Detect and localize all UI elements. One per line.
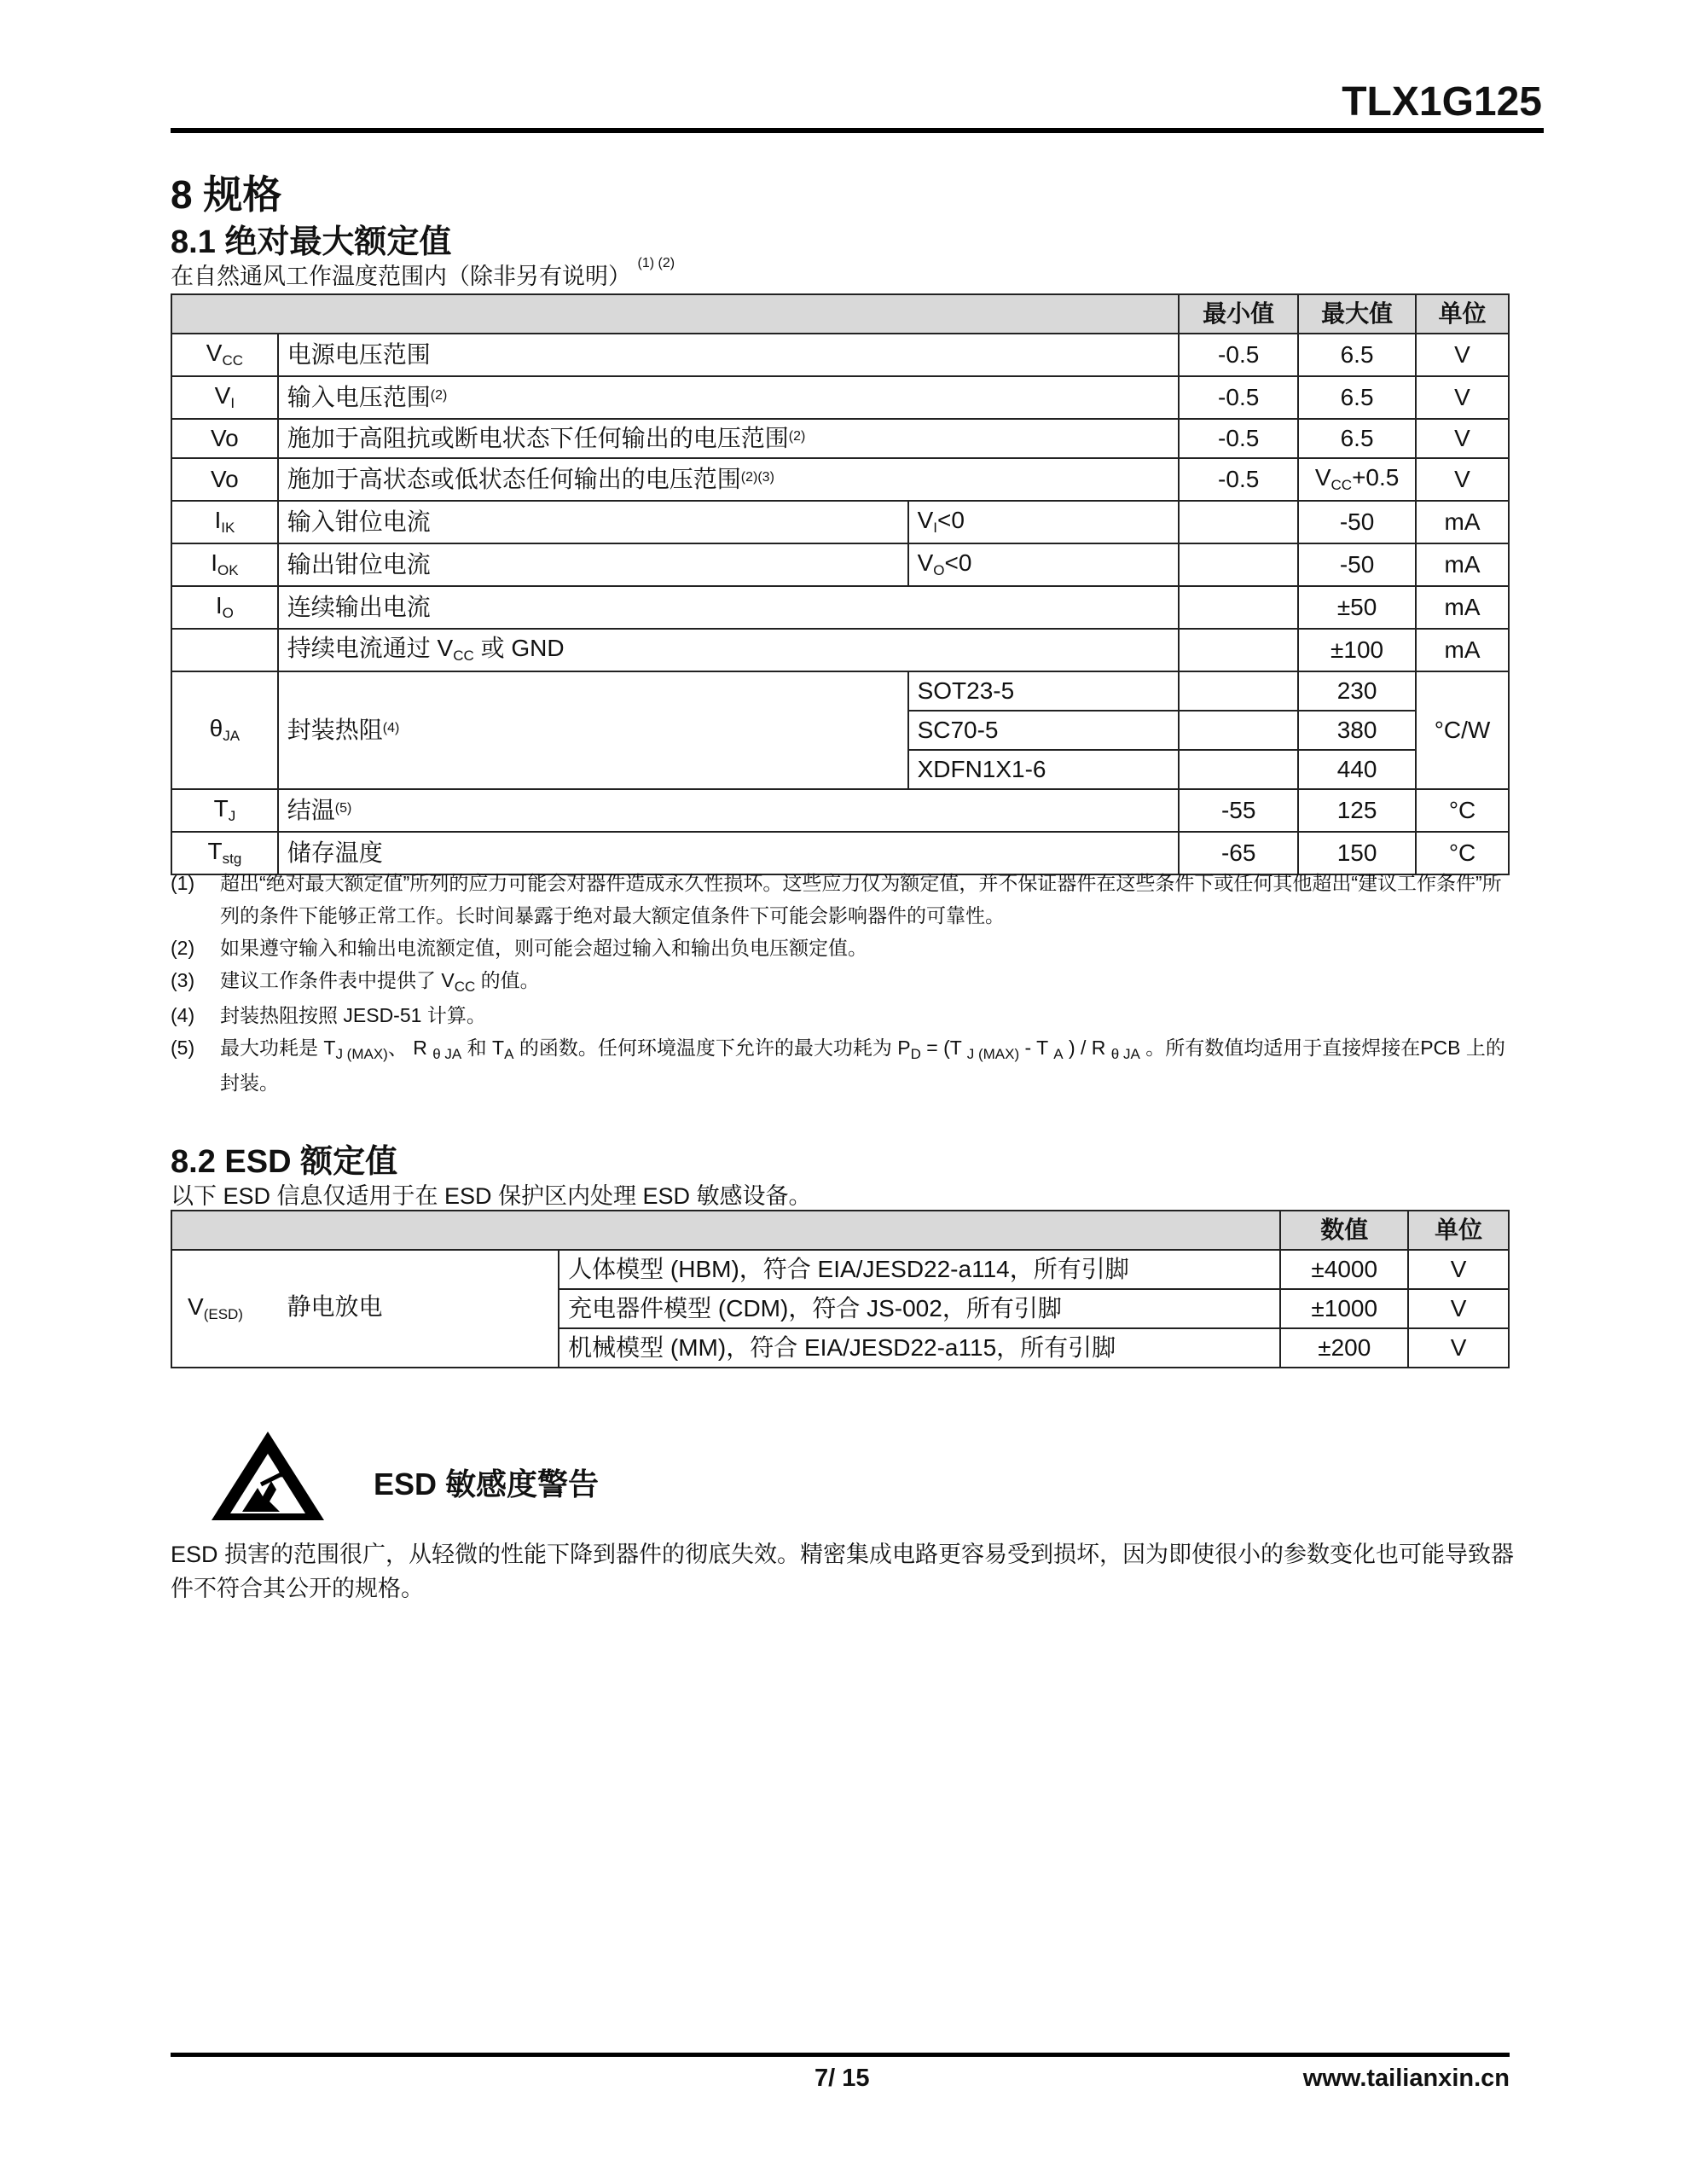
- section-title: 8 规格: [171, 172, 282, 217]
- esd-warning-title: ESD 敏感度警告: [374, 1467, 600, 1502]
- header-unit: 单位: [1408, 1211, 1509, 1250]
- min-value: -0.5: [1179, 458, 1298, 501]
- unit: mA: [1416, 501, 1509, 543]
- header-min: 最小值: [1179, 294, 1298, 334]
- unit: V: [1408, 1289, 1509, 1328]
- header-max: 最大值: [1298, 294, 1416, 334]
- website-link[interactable]: www.tailianxin.cn: [1302, 2065, 1510, 2092]
- table-row: [171, 543, 1509, 586]
- min-value: -0.5: [1179, 419, 1298, 458]
- esd-desc: 静电放电: [287, 1293, 383, 1320]
- header-unit: 单位: [1416, 294, 1509, 334]
- condition: $V_I<0$: [908, 501, 1180, 543]
- table-row: [171, 376, 1509, 419]
- unit: V: [1416, 419, 1509, 458]
- min-value: [1179, 501, 1298, 543]
- max-value: 6.5: [1298, 376, 1416, 419]
- symbol: $T_J$: [171, 789, 278, 832]
- table-row: [171, 586, 1509, 629]
- esd-model: 机械模型 (MM)，符合 EIA/JESD22-a115，所有引脚: [559, 1328, 1280, 1368]
- abs-max-table: [171, 293, 1510, 875]
- symbol: Vo: [171, 419, 278, 458]
- max-value: 150: [1298, 832, 1416, 874]
- min-value: -0.5: [1179, 376, 1298, 419]
- description: 电源电压范围: [278, 334, 1179, 376]
- esd-symbol: $V_{(ESD)}$ 静电放电: [171, 1250, 559, 1368]
- footnote: (4) 封装热阻按照 JESD-51 计算。: [171, 1004, 486, 1026]
- description: 输入钳位电流: [278, 501, 908, 543]
- symbol: $T_{stg}$: [171, 832, 278, 874]
- description: 持续电流通过 $V_{CC}$ 或 GND: [278, 629, 1179, 671]
- footnote: (5) 最大功耗是 $T_{J (MAX)}$、 R $_{\theta JA}$ 和 $T_A$ 的函数。任何环境温度下允许的最大功耗为 $P_D = (T$ $_{J (MAX)}$ - T $_A$ ) / R $_{\theta JA}$ 。所有数值均适用于直接焊接在PCB 上的封装。: [171, 1037, 1505, 1094]
- condition: $V_O<0$: [908, 543, 1180, 586]
- esd-table: [171, 1210, 1510, 1368]
- unit: V: [1408, 1328, 1509, 1368]
- header-rule: [171, 128, 1544, 133]
- max-value: 6.5: [1298, 419, 1416, 458]
- header-blank: [171, 1211, 1280, 1250]
- unit: mA: [1416, 543, 1509, 586]
- subsection-subtitle-8-1: [171, 258, 675, 291]
- max-value: 230: [1298, 671, 1416, 711]
- subsection-title-8-2: 8.2 ESD 额定值: [171, 1144, 398, 1180]
- description: 施加于高状态或低状态任何输出的电压范围$^{(2)(3)}$: [278, 458, 1179, 501]
- symbol: Vo: [171, 458, 278, 501]
- max-value: -50: [1298, 501, 1416, 543]
- footnotes: [171, 867, 1518, 1099]
- symbol: [171, 629, 278, 671]
- max-value: -50: [1298, 543, 1416, 586]
- max-value: 6.5: [1298, 334, 1416, 376]
- esd-value: ±4000: [1280, 1250, 1408, 1289]
- esd-value: ±200: [1280, 1328, 1408, 1368]
- esd-model: 充电器件模型 (CDM)，符合 JS-002，所有引脚: [559, 1289, 1280, 1328]
- table-row: [171, 501, 1509, 543]
- esd-warning-icon: [208, 1428, 328, 1524]
- table-row: [171, 458, 1509, 501]
- symbol: $V_I$: [171, 376, 278, 419]
- unit: mA: [1416, 629, 1509, 671]
- max-value: 380: [1298, 711, 1416, 750]
- table-header-row: [171, 294, 1509, 334]
- max-value: 125: [1298, 789, 1416, 832]
- table-row: [171, 1250, 1509, 1289]
- min-value: [1179, 629, 1298, 671]
- symbol: $V_{CC}$: [171, 334, 278, 376]
- max-value: ±100: [1298, 629, 1416, 671]
- unit: V: [1416, 458, 1509, 501]
- description: 结温$^{(5)}$: [278, 789, 1179, 832]
- part-number: TLX1G125: [1342, 79, 1542, 125]
- table-row: [171, 671, 1509, 711]
- footnote: (3) 建议工作条件表中提供了 $V_{CC}$ 的值。: [171, 969, 540, 995]
- symbol: $I_O$: [171, 586, 278, 629]
- symbol: $I_{OK}$: [171, 543, 278, 586]
- esd-warning-text: ESD 损害的范围很广，从轻微的性能下降到器件的彻底失效。精密集成电路更容易受到损坏，因为即使很小的参数变化也可能导致器件不符合其公开的规格。: [171, 1542, 1515, 1601]
- description: 连续输出电流: [278, 586, 1179, 629]
- table-row: [171, 419, 1509, 458]
- footnote: (2) 如果遵守输入和输出电流额定值，则可能会超过输入和输出负电压额定值。: [171, 937, 867, 959]
- subtitle-text: 在自然通风工作温度范围内（除非另有说明）: [171, 264, 631, 289]
- table-row: [171, 629, 1509, 671]
- description: 封装热阻$^{(4)}$: [278, 671, 908, 789]
- description: 输出钳位电流: [278, 543, 908, 586]
- table-row: [171, 789, 1509, 832]
- description: 输入电压范围$^{(2)}$: [278, 376, 1179, 419]
- unit: °C: [1416, 789, 1509, 832]
- min-value: -55: [1179, 789, 1298, 832]
- min-value: [1179, 543, 1298, 586]
- description: 施加于高阻抗或断电状态下任何输出的电压范围$^{(2)}$: [278, 419, 1179, 458]
- unit: V: [1416, 334, 1509, 376]
- symbol: $\theta_{JA}$: [171, 671, 278, 789]
- max-value: 440: [1298, 750, 1416, 789]
- min-value: [1179, 586, 1298, 629]
- unit: °C: [1416, 832, 1509, 874]
- package: XDFN1X1-6: [908, 750, 1180, 789]
- table-row: [171, 334, 1509, 376]
- max-value: $V_{CC}+0.5$: [1298, 458, 1416, 501]
- symbol: $I_{IK}$: [171, 501, 278, 543]
- subsection-subtitle-8-2: 以下 ESD 信息仅适用于在 ESD 保护区内处理 ESD 敏感设备。: [171, 1183, 812, 1209]
- max-value: ±50: [1298, 586, 1416, 629]
- header-blank: [171, 294, 1179, 334]
- subsection-title-8-1: 8.1 绝对最大额定值: [171, 224, 452, 260]
- unit: V: [1408, 1250, 1509, 1289]
- page-number: 7/ 15: [815, 2065, 870, 2092]
- table-header-row: [171, 1211, 1509, 1250]
- unit: V: [1416, 376, 1509, 419]
- unit: °C/W: [1416, 671, 1509, 789]
- esd-model: 人体模型 (HBM)，符合 EIA/JESD22-a114，所有引脚: [559, 1250, 1280, 1289]
- min-value: [1179, 711, 1298, 750]
- min-value: [1179, 750, 1298, 789]
- min-value: [1179, 671, 1298, 711]
- header-value: 数值: [1280, 1211, 1408, 1250]
- min-value: -65: [1179, 832, 1298, 874]
- footnote: (1) 超出“绝对最大额定值”所列的应力可能会对器件造成永久性损坏。这些应力仅为额定值，并不保证器件在这些条件下或任何其他超出“建议工作条件”所列的条件下能够正常工作。长时间暴露于绝对最大额定值条件下可能会影响器件的可靠性。: [171, 872, 1502, 926]
- footer-rule: [171, 2053, 1510, 2057]
- subtitle-refs: (1) (2): [637, 256, 675, 270]
- esd-value: ±1000: [1280, 1289, 1408, 1328]
- unit: mA: [1416, 586, 1509, 629]
- min-value: -0.5: [1179, 334, 1298, 376]
- package: SC70-5: [908, 711, 1180, 750]
- package: SOT23-5: [908, 671, 1180, 711]
- description: 储存温度: [278, 832, 1179, 874]
